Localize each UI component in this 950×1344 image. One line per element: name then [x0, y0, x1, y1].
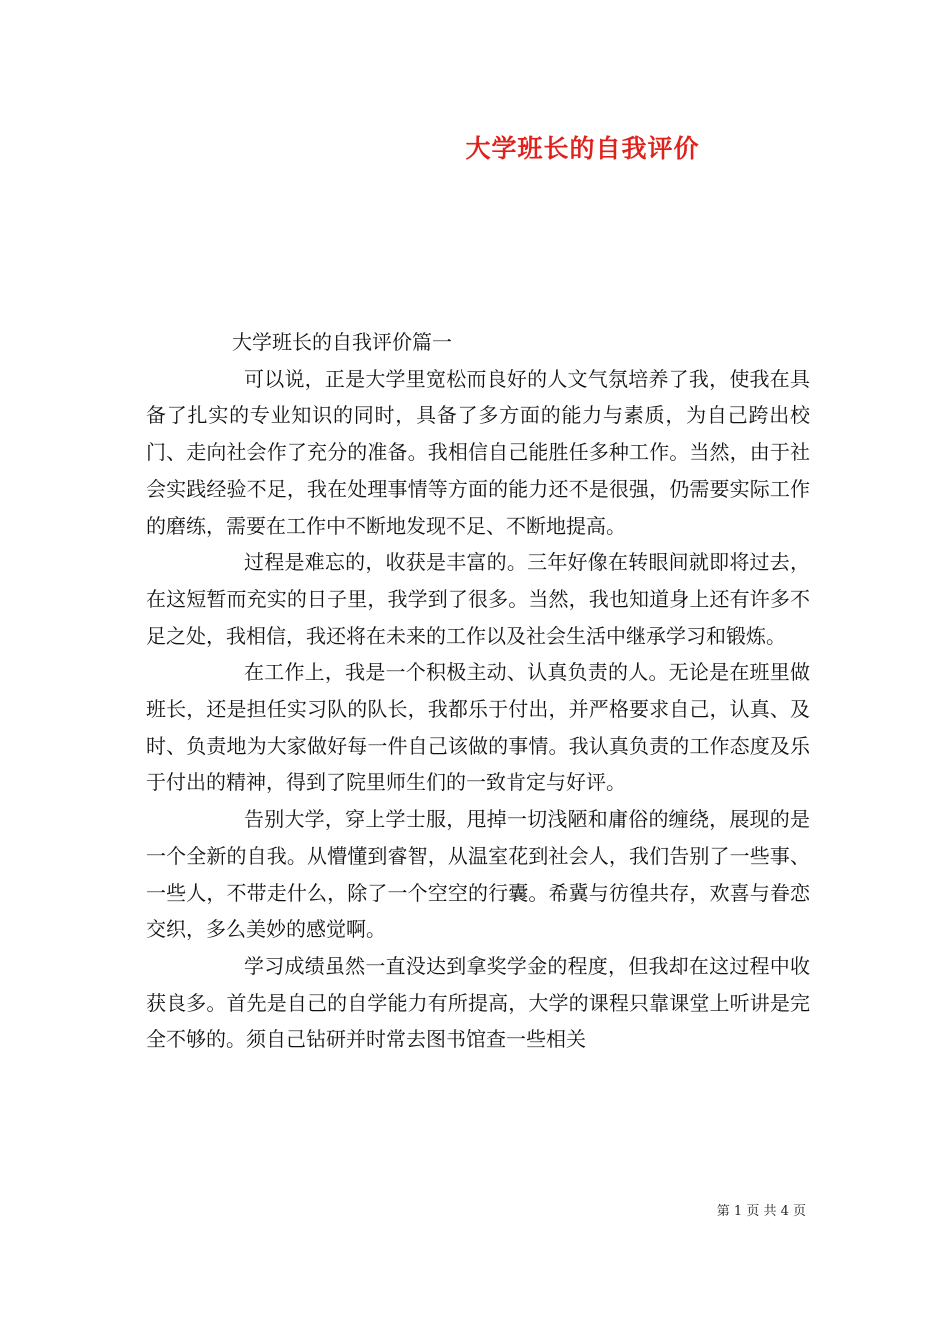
paragraph-3: 在工作上，我是一个积极主动、认真负责的人。无论是在班里做班长，还是担任实习队的队长，我都乐于付出，并严格要求自己，认真、及时、负责地为大家做好每一件自己该做的事情。我认真负责的工作态度及乐于付出的精神，得到了院里师生们的一致肯定与好评。 [146, 660, 810, 795]
document-body [146, 324, 810, 1058]
document-title: 大学班长的自我评价 [465, 134, 700, 163]
paragraph-5: 学习成绩虽然一直没达到拿奖学金的程度，但我却在这过程中收获良多。首先是自己的自学能力有所提高，大学的课程只靠课堂上听讲是完全不够的。须自己钻研并时常去图书馆查一些相关 [146, 953, 810, 1052]
section-heading: 大学班长的自我评价篇一 [232, 330, 452, 354]
paragraph-4: 告别大学，穿上学士服，甩掉一切浅陋和庸俗的缠绕，展现的是一个全新的自我。从懵懂到睿智，从温室花到社会人，我们告别了一些事、一些人，不带走什么，除了一个空空的行囊。希冀与彷徨共存，欢喜与眷恋交织，多么美妙的感觉啊。 [146, 807, 810, 942]
page-footer: 第 1 页 共 4 页 [716, 1204, 806, 1219]
paragraph-1: 可以说，正是大学里宽松而良好的人文气氛培养了我，使我在具备了扎实的专业知识的同时，具备了多方面的能力与素质，为自己跨出校门、走向社会作了充分的准备。我相信自己能胜任多种工作。当然，由于社会实践经验不足，我在处理事情等方面的能力还不是很强，仍需要实际工作的磨练，需要在工作中不断地发现不足、不断地提高。 [146, 366, 810, 538]
paragraph-2: 过程是难忘的，收获是丰富的。三年好像在转眼间就即将过去，在这短暂而充实的日子里，我学到了很多。当然，我也知道身上还有许多不足之处，我相信，我还将在未来的工作以及社会生活中继承学习和锻炼。 [146, 550, 810, 648]
